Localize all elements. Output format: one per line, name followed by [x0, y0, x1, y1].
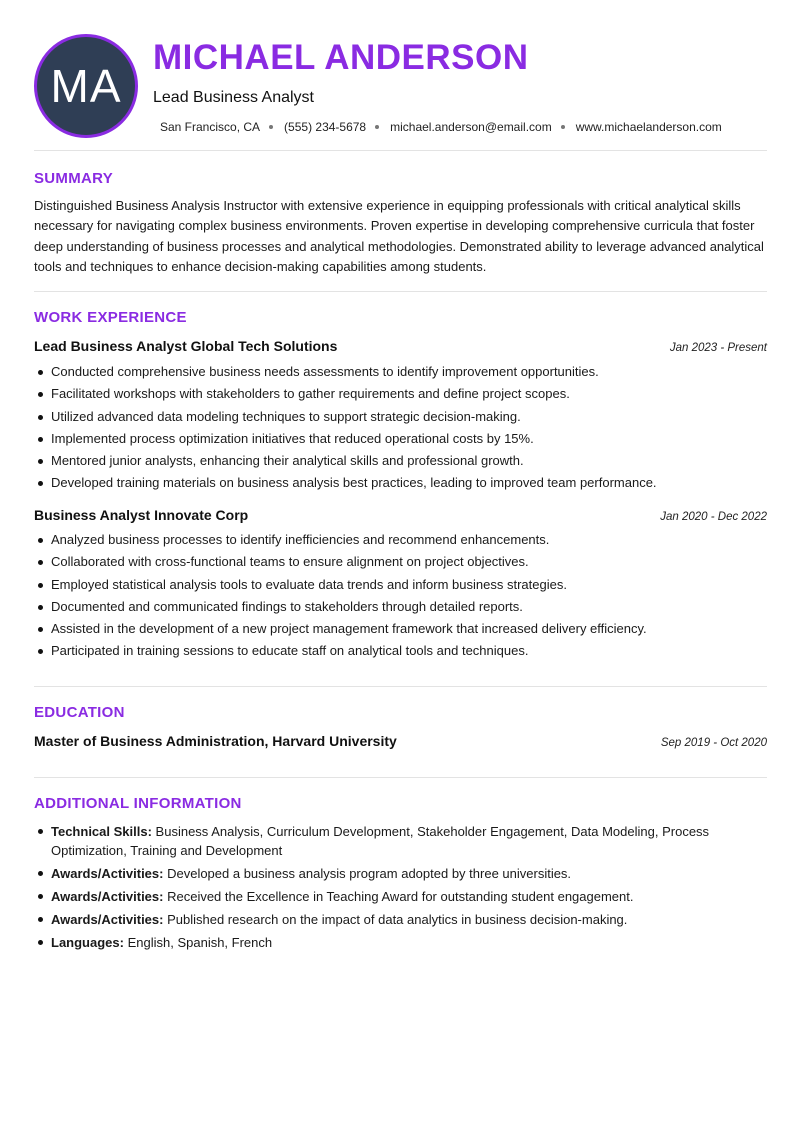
- separator-dot-icon: [561, 125, 565, 129]
- list-item: Implemented process optimization initiatives that reduced operational costs by 15%.: [34, 428, 774, 450]
- job-title: Business Analyst Innovate Corp: [34, 507, 249, 523]
- item-label: Awards/Activities:: [51, 866, 164, 881]
- list-item: Mentored junior analysts, enhancing their analytical skills and professional growth.: [34, 450, 774, 472]
- job-bullets: [34, 361, 774, 495]
- job-header: [34, 507, 767, 523]
- avatar-initials: MA: [34, 34, 138, 138]
- list-item: Participated in training sessions to educate staff on analytical tools and techniques.: [34, 640, 774, 662]
- item-label: Languages:: [51, 935, 124, 950]
- list-item: [34, 822, 774, 860]
- item-label: Technical Skills:: [51, 824, 152, 839]
- job-bullets: [34, 529, 774, 663]
- job-header: [34, 338, 767, 354]
- list-item: Assisted in the development of a new project management framework that increased delivery efficiency.: [34, 618, 774, 640]
- item-text: English, Spanish, French: [127, 935, 273, 950]
- education-date: Sep 2019 - Oct 2020: [660, 737, 767, 749]
- contact-location: San Francisco, CA: [160, 120, 261, 134]
- divider: [34, 150, 767, 151]
- divider: [34, 291, 767, 292]
- separator-dot-icon: [269, 125, 273, 129]
- section-title-education: EDUCATION: [34, 704, 125, 721]
- list-item: [34, 910, 774, 929]
- list-item: Collaborated with cross-functional teams to ensure alignment on project objectives.: [34, 551, 774, 573]
- list-item: Developed training materials on business analysis best practices, leading to improved team performance.: [34, 472, 774, 494]
- item-text: Received the Excellence in Teaching Award for outstanding student engagement.: [167, 889, 634, 904]
- divider: [34, 686, 767, 687]
- contact-line: [160, 120, 722, 134]
- candidate-role: Lead Business Analyst: [153, 89, 314, 106]
- section-title-summary: SUMMARY: [34, 170, 114, 187]
- job-date: Jan 2023 - Present: [669, 342, 767, 354]
- contact-email: michael.anderson@email.com: [390, 120, 552, 134]
- list-item: Documented and communicated findings to stakeholders through detailed reports.: [34, 596, 774, 618]
- divider: [34, 777, 767, 778]
- contact-website: www.michaelanderson.com: [575, 120, 722, 134]
- list-item: Facilitated workshops with stakeholders to gather requirements and define project scopes.: [34, 383, 774, 405]
- degree-title: Master of Business Administration, Harvard University: [34, 733, 397, 749]
- contact-phone: (555) 234-5678: [284, 120, 367, 134]
- item-text: Published research on the impact of data analytics in business decision-making.: [167, 912, 628, 927]
- item-text: Developed a business analysis program adopted by three universities.: [167, 866, 572, 881]
- list-item: Employed statistical analysis tools to evaluate data trends and inform business strategies.: [34, 574, 774, 596]
- candidate-name: MICHAEL ANDERSON: [153, 38, 529, 77]
- section-title-experience: WORK EXPERIENCE: [34, 309, 187, 326]
- list-item: [34, 887, 774, 906]
- list-item: Conducted comprehensive business needs assessments to identify improvement opportunities.: [34, 361, 774, 383]
- list-item: [34, 933, 774, 952]
- separator-dot-icon: [375, 125, 379, 129]
- list-item: Analyzed business processes to identify inefficiencies and recommend enhancements.: [34, 529, 774, 551]
- job-title: Lead Business Analyst Global Tech Solutions: [34, 338, 338, 354]
- education-entry: [34, 733, 767, 749]
- list-item: [34, 864, 774, 883]
- section-title-additional: ADDITIONAL INFORMATION: [34, 795, 242, 812]
- summary-text: Distinguished Business Analysis Instructor with extensive experience in equipping professionals with critical analytical skills necessary for navigating complex business environments. Proven expertise in developing comprehensive curricula that foster deep understanding of business processes and analytical methodologies. Demonstrated ability to leverage advanced analytical tools and techniques to enhance decision-making capabilities among students.: [34, 198, 764, 274]
- list-item: Utilized advanced data modeling techniques to support strategic decision-making.: [34, 406, 774, 428]
- job-date: Jan 2020 - Dec 2022: [660, 511, 767, 523]
- item-label: Awards/Activities:: [51, 912, 164, 927]
- item-text: Business Analysis, Curriculum Development, Stakeholder Engagement, Data Modeling, Process Optimization, Training and Development: [51, 824, 710, 858]
- item-label: Awards/Activities:: [51, 889, 164, 904]
- additional-list: [34, 822, 774, 956]
